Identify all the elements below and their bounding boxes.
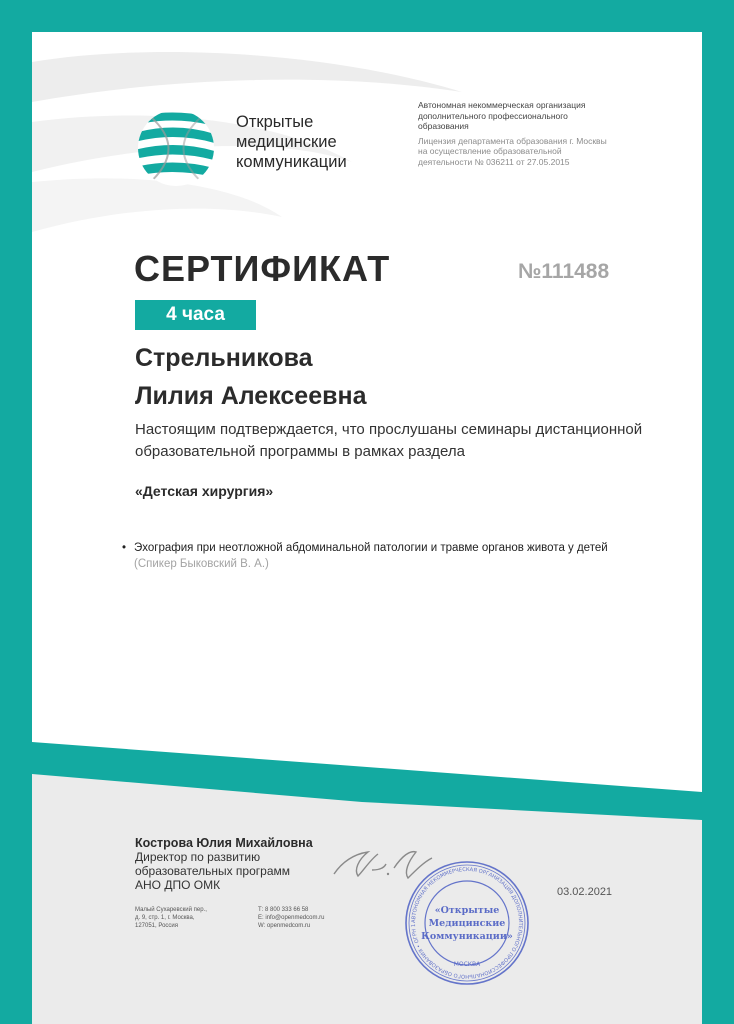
logo-line-3: коммуникации	[236, 153, 347, 171]
address-line-2: д. 9, стр. 1, г. Москва,	[135, 915, 195, 921]
certificate-sheet	[32, 32, 702, 1024]
lecture-item	[120, 540, 700, 572]
director-name: Кострова Юлия Михайловна	[135, 836, 313, 850]
lecture-list	[120, 540, 700, 572]
recipient-given-names: Лилия Алексеевна	[135, 382, 367, 410]
phone: Т: 8 800 333 66 58	[258, 907, 309, 913]
license-info: Лицензия департамента образования г. Москвы на осуществление образовательной деятельности № 036211 от 27.05.2015	[418, 135, 607, 167]
lecture-speaker: (Спикер Быковский В. А.)	[134, 558, 269, 570]
director-block	[135, 836, 313, 892]
logo-wordmark	[236, 112, 347, 172]
globe-logo-icon	[136, 108, 216, 188]
section-name: «Детская хирургия»	[135, 483, 274, 499]
email: E: info@openmedcom.ru	[258, 915, 325, 921]
confirmation-text: Настоящим подтверждается, что прослушаны семинары дистанционной образовательной программы в рамках раздела	[135, 421, 643, 460]
seal-stamp-icon	[402, 858, 532, 988]
logo-line-1: Открытые	[236, 113, 314, 131]
contact-block	[258, 906, 324, 930]
address-block	[135, 906, 207, 930]
top-swoosh-1	[32, 52, 462, 102]
address-line-1: Малый Сухаревский пер.,	[135, 907, 207, 913]
lecture-title: Эхография при неотложной абдоминальной патологии и травме органов живота у детей	[134, 542, 608, 554]
organization-info	[418, 100, 618, 167]
issue-date: 03.02.2021	[557, 886, 613, 898]
organization-description: Автономная некоммерческая организация дополнительного профессионального образования	[418, 100, 586, 131]
stamp-city: МОСКВА	[453, 961, 481, 968]
stamp-line-1: «Открытые	[434, 905, 500, 916]
hours-badge: 4 часа	[135, 300, 256, 330]
certificate-number: №111488	[518, 260, 610, 283]
director-position-2: образовательных программ	[135, 864, 290, 878]
address-line-3: 127051, Россия	[135, 923, 179, 929]
stamp-line-2: Медицинские	[428, 918, 506, 929]
website: W: openmedcom.ru	[258, 923, 311, 929]
bullet-icon: •	[122, 542, 127, 554]
logo-line-2: медицинские	[236, 133, 337, 151]
stamp-line-3: Коммуникации»	[421, 931, 513, 942]
certificate-title: СЕРТИФИКАТ	[134, 248, 391, 289]
stamp-ring-text: АВТОНОМНАЯ НЕКОММЕРЧЕСКАЯ ОРГАНИЗАЦИЯ ДОПОЛНИТЕЛЬНОГО ПРОФЕССИОНАЛЬНОГО ОБРАЗОВАНИЯ • ОГРН 1	[410, 866, 524, 980]
recipient-surname: Стрельникова	[135, 344, 313, 372]
director-position-3: АНО ДПО ОМК	[135, 878, 221, 892]
director-position-1: Директор по развитию	[135, 850, 261, 864]
recipient-name	[135, 339, 366, 415]
